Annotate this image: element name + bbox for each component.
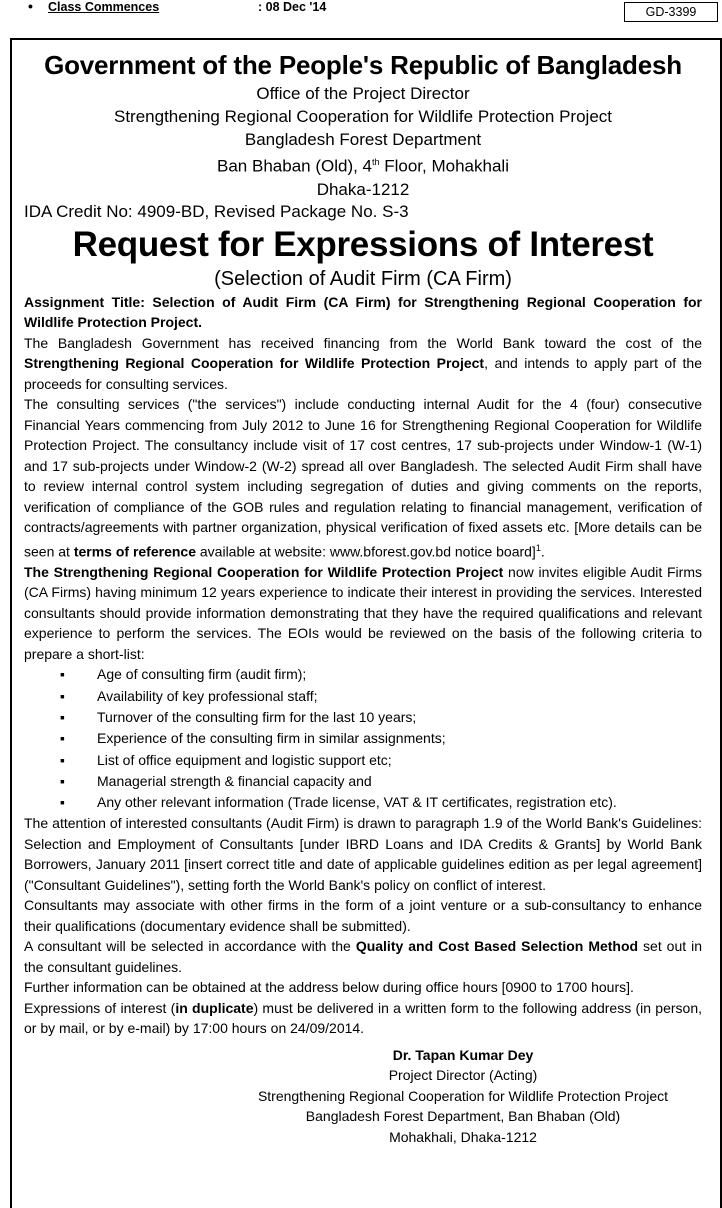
paragraph-association: Consultants may associate with other firms in the form of a joint venture or a sub-consultancy to enhance their qualifications (documentary evidence shall be submitted). (24, 897, 702, 934)
signatory-address-2: Mohakhali, Dhaka-1212 (389, 1128, 537, 1145)
text: , and intends to apply part of the proceeds for consulting services. (24, 355, 703, 392)
address-text-end: Floor, Mohakhali (379, 156, 509, 176)
criteria-item: ▪ Managerial strength & financial capacity and (24, 771, 702, 792)
text: ) must be delivered in a written form to the following address (in person, or by mail, or by e-mail) by 17:00 hours on 24/09/2014. (24, 999, 703, 1037)
paragraph-guidelines: The attention of interested consultants (Audit Firm) is drawn to paragraph 1.9 of the World Bank's Guidelines: Selection and Employment of Consultants [under IBRD Loans and IDA Credits & Grants] by World Bank Borrowers, January 2011 [insert correct title and date of applicable guidelines edition as per legal agreement] ("Consultant Guidelines"), setting forth the World Bank's policy on conflict of interest. (24, 815, 702, 893)
city-line: Dhaka-1212 (316, 179, 410, 199)
ida-credit-line: IDA Credit No: 4909-BD, Revised Package No. S-3 (24, 201, 409, 221)
text: Expressions of interest ( (24, 999, 176, 1016)
signatory-designation: Project Director (Acting) (388, 1067, 538, 1084)
project-line: Strengthening Regional Cooperation for Wildlife Protection Project (114, 107, 612, 126)
main-title: Request for Expressions of Interest (72, 224, 654, 264)
text: available at website: www.bforest.gov.bd notice board] (196, 543, 536, 560)
government-title: Government of the People's Republic of Bangladesh (44, 50, 682, 80)
paragraph-selection (24, 936, 702, 977)
office-line: Office of the Project Director (256, 84, 470, 103)
project-name-bold: Strengthening Regional Cooperation for Wildlife Protection Project (24, 355, 485, 372)
paragraph-submission (24, 998, 702, 1039)
method-bold: Quality and Cost Based Selection Method (355, 938, 639, 955)
ad-code-box: GD-3399 (624, 2, 718, 22)
bullet-icon: • (28, 0, 33, 14)
text: The consulting services ("the services") include conducting internal Audit for the 4 (four) consecutive Financial Years commencing from July 2012 to June 16 for Strengthening Regional Cooperation for Wildlife Protection Project. The consultancy include visit of 17 cost centres, 17 sub-projects under Window-1 (W-1) and 17 sub-projects under Window-2 (W-2) spread all over Bangladesh. The selected Audit Firm shall have to review internal control system including segregation of duties and giving comments on the reports, verification of compliance of the GOB rules and regulation relating to financial management, verification of contracts/agreements with partner organization, physical verification of fixed assets etc. [More details can be seen at (24, 396, 702, 560)
address-sup: th (372, 157, 380, 167)
project-name-bold: The Strengthening Regional Cooperation for Wildlife Protection Project (24, 563, 504, 580)
paragraph-office-hours: Further information can be obtained at the address below during office hours [0900 to 1700 hours]. (24, 979, 634, 996)
signatory-address-1: Bangladesh Forest Department, Ban Bhaban (Old) (305, 1108, 621, 1125)
class-commences-label: Class Commences (48, 0, 160, 14)
text: . (540, 543, 545, 560)
class-commences-date: : 08 Dec '14 (258, 0, 327, 14)
text: A consultant will be selected in accordance with the (24, 938, 356, 955)
criteria-item: ▪ Age of consulting firm (audit firm); (24, 664, 702, 685)
header-block (24, 48, 702, 201)
address-line (24, 151, 702, 178)
criteria-item: ▪ Availability of key professional staff; (24, 686, 702, 707)
signatory-name: Dr. Tapan Kumar Dey (392, 1046, 534, 1063)
text: now invites eligible Audit Firms (CA Firms) having minimum 12 years experience to indicate their interest in providing the services. Interested consultants should provide information demonstrating that they have the required qualifications and relevant experience to perform the services. The EOIs would be reviewed on the basis of the following criteria to prepare a short-list: (24, 563, 702, 662)
signature-block (224, 1045, 702, 1148)
criteria-item: ▪ List of office equipment and logistic support etc; (24, 750, 702, 771)
top-strip (0, 0, 722, 22)
text: set out in the consultant guidelines. (24, 938, 703, 975)
assignment-title (24, 292, 702, 333)
department-line: Bangladesh Forest Department (244, 130, 482, 149)
assignment-text: Assignment Title: Selection of Audit Firm (CA Firm) for Strengthening Regional Cooperation for Wildlife Protection Project. (24, 293, 702, 331)
tor-bold: terms of reference (73, 543, 196, 560)
advertisement (24, 48, 702, 1147)
address-text: Ban Bhaban (Old), 4 (217, 156, 372, 176)
paragraph-services (24, 394, 702, 562)
criteria-item: ▪ Turnover of the consulting firm for the last 10 years; (24, 707, 702, 728)
criteria-item: ▪ Experience of the consulting firm in similar assignments; (24, 728, 702, 749)
criteria-item: ▪ Any other relevant information (Trade license, VAT & IT certificates, registration etc). (24, 792, 702, 813)
criteria-list (24, 664, 702, 813)
paragraph-financing (24, 333, 702, 395)
paragraph-invitation (24, 562, 702, 665)
text: The Bangladesh Government has received financing from the World Bank toward the cost of the (24, 334, 702, 351)
duplicate-bold: in duplicate (175, 999, 254, 1016)
signatory-project: Strengthening Regional Cooperation for Wildlife Protection Project (257, 1087, 669, 1104)
subtitle: (Selection of Audit Firm (CA Firm) (214, 267, 512, 290)
body-text (24, 292, 702, 1039)
footnote-mark: 1 (535, 542, 541, 553)
